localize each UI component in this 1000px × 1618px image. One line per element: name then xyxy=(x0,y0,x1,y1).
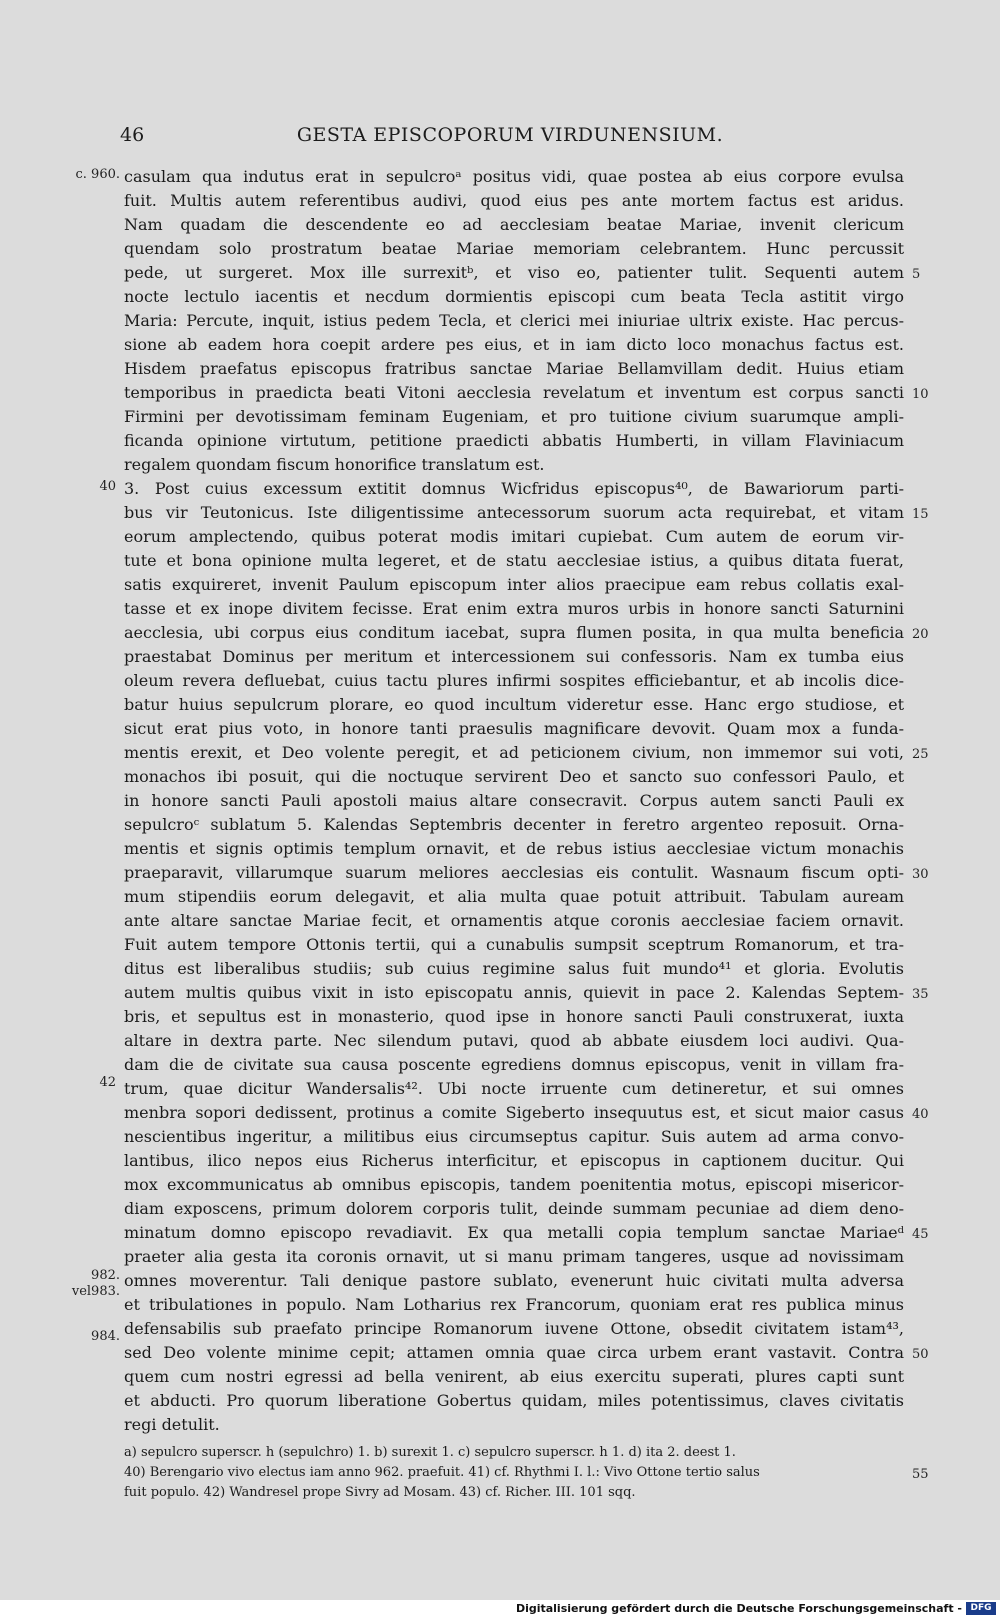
line-number-5: 5 xyxy=(912,267,921,282)
footnote-line: 40) Berengario vivo electus iam anno 962. praefuit. 41) cf. Rhythmi I. l.: Vivo Ottone tertio salus xyxy=(124,1465,760,1480)
text-line: praeparavit, villarumque suarum meliores aecclesias eis contulit. Wasnaum fiscum opti- xyxy=(124,863,904,882)
text-line: omnes moverentur. Tali denique pastore sublato, evenerunt huic civitati multa adversa xyxy=(124,1271,904,1290)
text-line: regi detulit. xyxy=(124,1415,220,1434)
running-title: GESTA EPISCOPORUM VIRDUNENSIUM. xyxy=(296,124,724,146)
margin-note-date-984: 984. xyxy=(91,1329,120,1344)
text-line: nescientibus ingeritur, a militibus eius circumseptus capitur. Suis autem ad arma convo- xyxy=(124,1127,904,1146)
text-line: mum stipendiis eorum delegavit, et alia multa quae potuit attribuit. Tabulam auream xyxy=(124,887,904,906)
text-line: in honore sancti Pauli apostoli maius altare consecravit. Corpus autem sancti Pauli ex xyxy=(124,791,904,810)
text-line: fuit. Multis autem referentibus audivi, quod eius pes ante mortem factus est aridus. xyxy=(124,191,904,210)
text-line: defensabilis sub praefato principe Romanorum iuvene Ottone, obsedit civitatem istam⁴³, xyxy=(124,1319,904,1338)
line-number-25: 25 xyxy=(912,747,929,762)
text-line: pede, ut surgeret. Mox ille surrexitᵇ, et viso eo, patienter tulit. Sequenti autem xyxy=(124,263,904,282)
text-line: et tribulationes in populo. Nam Lotharius rex Francorum, quoniam erat res publica minus xyxy=(124,1295,904,1314)
line-number-15: 15 xyxy=(912,507,929,522)
text-line: altare in dextra parte. Nec silendum putavi, quod ab abbate eiusdem loci audivi. Qua- xyxy=(124,1031,904,1050)
text-line: monachos ibi posuit, qui die noctuque servirent Deo et sancto suo confessori Paulo, et xyxy=(124,767,904,786)
line-number-55: 55 xyxy=(912,1467,929,1482)
margin-note-date-983: vel983. xyxy=(71,1284,120,1299)
page-header xyxy=(120,124,900,154)
text-line: dam die de civitate sua causa poscente egrediens domnus episcopus, venit in villam fra- xyxy=(124,1055,904,1074)
margin-note-chapter-40: 40 xyxy=(99,479,116,494)
text-line: trum, quae dicitur Wandersalis⁴². Ubi nocte irruente cum detineretur, et sui omnes xyxy=(124,1079,904,1098)
text-line: sed Deo volente minime cepit; attamen omnia quae circa urbem erant vastavit. Contra xyxy=(124,1343,904,1362)
text-line: mox excommunicatus ab omnibus episcopis, tandem poenitentia motus, episcopi misericor- xyxy=(124,1175,904,1194)
text-line: casulam qua indutus erat in sepulcroᵃ positus vidi, quae postea ab eius corpore evulsa xyxy=(124,167,904,186)
text-line: diam exposcens, primum dolorem corporis tulit, deinde summam pecuniae ad diem deno- xyxy=(124,1199,904,1218)
line-number-10: 10 xyxy=(912,387,929,402)
text-line: Hisdem praefatus episcopus fratribus sanctae Mariae Bellamvillam dedit. Huius etiam xyxy=(124,359,904,378)
margin-note-date-982: 982. xyxy=(91,1268,120,1283)
main-text xyxy=(124,165,904,1437)
dfg-logo: DFG xyxy=(966,1602,996,1615)
text-line: ante altare sanctae Mariae fecit, et ornamentis atque coronis aecclesiae faciem ornavit. xyxy=(124,911,904,930)
text-line: oleum revera defluebat, cuius tactu plures infirmi sospites efficiebantur, et ab incolis dice- xyxy=(124,671,904,690)
line-number-35: 35 xyxy=(912,987,929,1002)
text-line: et abducti. Pro quorum liberatione Gobertus quidam, miles potentissimus, claves civitatis xyxy=(124,1391,904,1410)
text-line: praestabat Dominus per meritum et intercessionem sui confessoris. Nam ex tumba eius xyxy=(124,647,904,666)
line-number-50: 50 xyxy=(912,1347,929,1362)
text-line: menbra sopori dedissent, protinus a comite Sigeberto insequutus est, et sicut maior casus xyxy=(124,1103,904,1122)
text-line: aecclesia, ubi corpus eius conditum iacebat, supra flumen posita, in qua multa beneficia xyxy=(124,623,904,642)
text-line: regalem quondam fiscum honorifice translatum est. xyxy=(124,455,545,474)
text-line: sicut erat pius voto, in honore tanti praesulis magnificare devovit. Quam mox a funda- xyxy=(124,719,904,738)
line-number-45: 45 xyxy=(912,1227,929,1242)
text-line: nocte lectulo iacentis et necdum dormientis episcopi cum beata Tecla astitit virgo xyxy=(124,287,904,306)
digitization-footer xyxy=(0,1600,1000,1618)
text-line: tasse et ex inope divitem fecisse. Erat enim extra muros urbis in honore sancti Saturnini xyxy=(124,599,904,618)
text-line: sepulcroᶜ sublatum 5. Kalendas Septembris decenter in feretro argenteo reposuit. Orna- xyxy=(124,815,904,834)
text-line: batur huius sepulcrum plorare, eo quod incultum videretur esse. Hanc ergo studiose, et xyxy=(124,695,904,714)
text-line: mentis et signis optimis templum ornavit, et de rebus istius aecclesiae victum monachis xyxy=(124,839,904,858)
text-line: quem cum nostri egressi ad bella venirent, ab eius exercitu superati, plures capti sunt xyxy=(124,1367,904,1386)
margin-note-date-960: c. 960. xyxy=(75,167,120,182)
text-line: ficanda opinione virtutum, petitione praedicti abbatis Humberti, in villam Flaviniacum xyxy=(124,431,904,450)
text-line: ditus est liberalibus studiis; sub cuius regimine salus fuit mundo⁴¹ et gloria. Evolutis xyxy=(124,959,904,978)
margin-note-chapter-42: 42 xyxy=(99,1075,116,1090)
line-number-20: 20 xyxy=(912,627,929,642)
page-number: 46 xyxy=(120,124,145,146)
footer-credit: Digitalisierung gefördert durch die Deutsche Forschungsgemeinschaft - xyxy=(515,1602,962,1615)
line-number-40: 40 xyxy=(912,1107,929,1122)
footnotes xyxy=(124,1443,904,1503)
text-line: 3. Post cuius excessum extitit domnus Wicfridus episcopus⁴⁰, de Bawariorum parti- xyxy=(124,479,904,498)
text-line: Firmini per devotissimam feminam Eugeniam, et pro tuitione civium suarumque ampli- xyxy=(124,407,904,426)
footnote-line: a) sepulcro superscr. h (sepulchro) 1. b) surexit 1. c) sepulcro superscr. h 1. d) ita 2. deest 1. xyxy=(124,1445,736,1460)
text-line: lantibus, ilico nepos eius Richerus interficitur, et episcopus in captionem ducitur. Qui xyxy=(124,1151,904,1170)
text-line: tute et bona opinione multa legeret, et de statu aecclesiae istius, a quibus ditata fuerat, xyxy=(124,551,904,570)
text-line: mentis erexit, et Deo volente peregit, et ad peticionem civium, non immemor sui voti, xyxy=(124,743,904,762)
text-line: satis exquireret, invenit Paulum episcopum inter alios praecipue eam rebus collatis exal- xyxy=(124,575,904,594)
text-line: bus vir Teutonicus. Iste diligentissime antecessorum suorum acta requirebat, et vitam xyxy=(124,503,904,522)
text-line: temporibus in praedicta beati Vitoni aecclesia revelatum et inventum est corpus sancti xyxy=(124,383,904,402)
text-line: eorum amplectendo, quibus poterat modis imitari cupiebat. Cum autem de eorum vir- xyxy=(124,527,904,546)
line-number-30: 30 xyxy=(912,867,929,882)
text-line: minatum domno episcopo revadiavit. Ex qua metalli copia templum sanctae Mariaeᵈ xyxy=(124,1223,904,1242)
text-line: quendam solo prostratum beatae Mariae memoriam celebrantem. Hunc percussit xyxy=(124,239,904,258)
text-line: Nam quadam die descendente eo ad aecclesiam beatae Mariae, invenit clericum xyxy=(124,215,904,234)
text-line: bris, et sepultus est in monasterio, quod ipse in honore sancti Pauli construxerat, iuxta xyxy=(124,1007,904,1026)
footnote-line: fuit populo. 42) Wandresel prope Sivry ad Mosam. 43) cf. Richer. III. 101 sqq. xyxy=(124,1485,636,1500)
text-line: Fuit autem tempore Ottonis tertii, qui a cunabulis sumpsit sceptrum Romanorum, et tra- xyxy=(124,935,904,954)
text-line: Maria: Percute, inquit, istius pedem Tecla, et clerici mei iniuriae ultrix existe. Hac percus- xyxy=(124,311,904,330)
text-line: autem multis quibus vixit in isto episcopatu annis, quievit in pace 2. Kalendas Septem- xyxy=(124,983,904,1002)
text-line: sione ab eadem hora coepit ardere pes eius, et in iam dicto loco monachus factus est. xyxy=(124,335,904,354)
text-line: praeter alia gesta ita coronis ornavit, ut si manu primam tangeres, usque ad novissimam xyxy=(124,1247,904,1266)
